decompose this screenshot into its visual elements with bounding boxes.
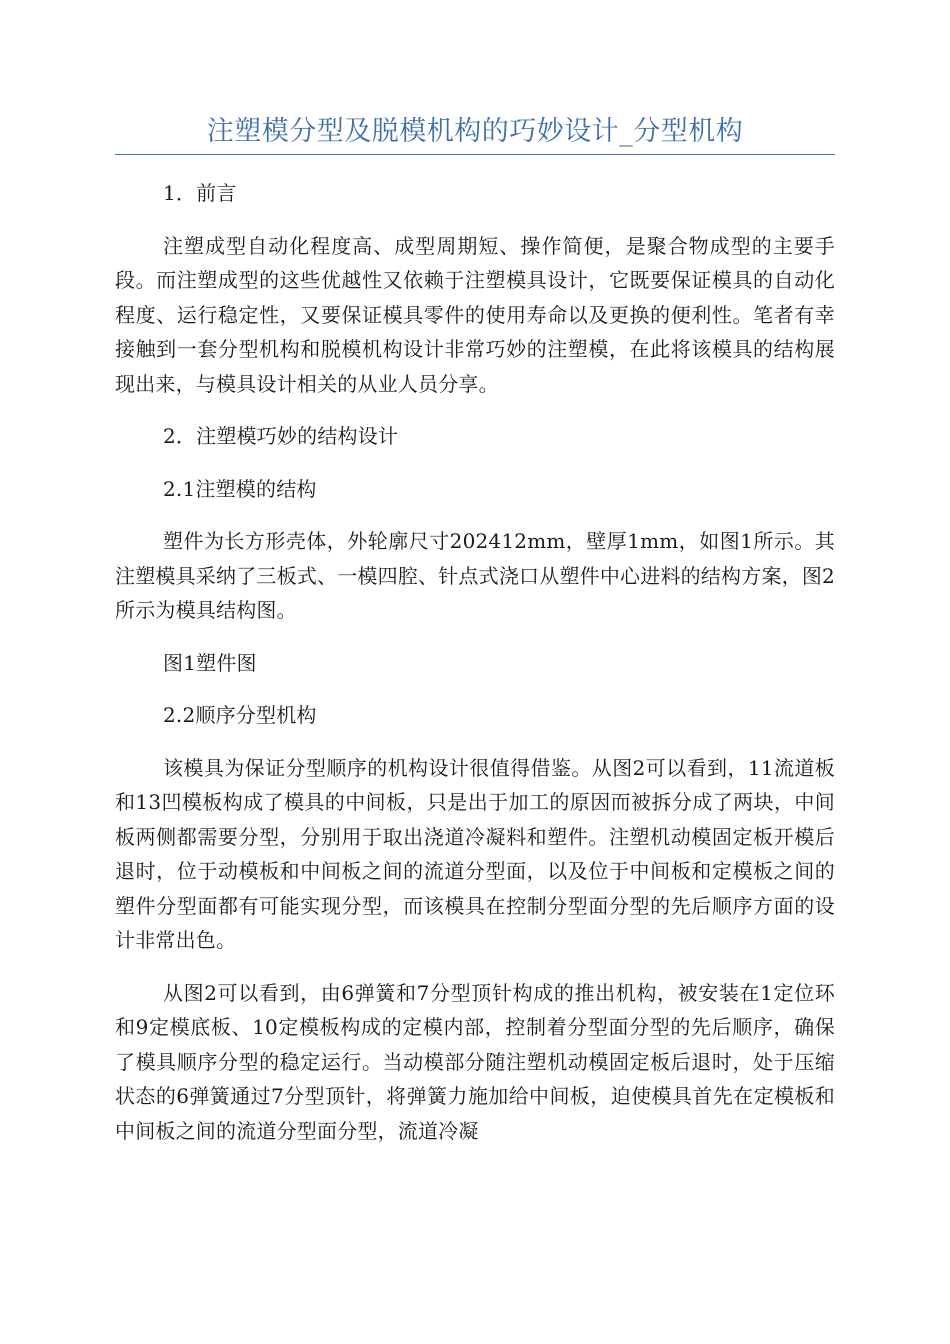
section-heading-structure-design: 2．注塑模巧妙的结构设计 (163, 424, 399, 448)
title-underline (115, 154, 835, 155)
subsection-heading-mold-structure: 2.1注塑模的结构 (163, 476, 317, 501)
paragraph-mold-structure: 塑件为长方形壳体，外轮廓尺寸202412mm，壁厚1mm，如图1所示。其注塑模具采纳了三板式、一模四腔、针点式浇口从塑件中心进料的结构方案，图2所示为模具结构图。 (115, 529, 835, 622)
paragraph-intro: 注塑成型自动化程度高、成型周期短、操作简便，是聚合物成型的主要手段。而注塑成型的这些优越性又依赖于注塑模具设计，它既要保证模具的自动化程度、运行稳定性，又要保证模具零件的使用寿命以及更换的便利性。笔者有幸接触到一套分型机构和脱模机构设计非常巧妙的注塑模，在此将该模具的结构展现出来，与模具设计相关的从业人员分享。 (115, 233, 835, 396)
document-body (115, 176, 835, 1148)
subsection-heading-sequential-parting: 2.2顺序分型机构 (163, 703, 317, 727)
figure-caption-1: 图1塑件图 (163, 650, 257, 675)
paragraph-sequential-parting: 该模具为保证分型顺序的机构设计很值得借鉴。从图2可以看到，11流道板和13凹模板构成了模具的中间板，只是出于加工的原因而被拆分成了两块，中间板两侧都需要分型，分别用于取出浇道冷凝料和塑件。注塑机动模固定板开模后退时，位于动模板和中间板之间的流道分型面，以及位于中间板和定模板之间的塑件分型面都有可能实现分型，而该模具在控制分型面分型的先后顺序方面的设计非常出色。 (115, 755, 835, 952)
paragraph-ejection-mechanism: 从图2可以看到，由6弹簧和7分型顶针构成的推出机构，被安装在1定位环和9定模底板、10定模板构成的定模内部，控制着分型面分型的先后顺序，确保了模具顺序分型的稳定运行。当动模部分随注塑机动模固定板后退时，处于压缩状态的6弹簧通过7分型顶针，将弹簧力施加给中间板，迫使模具首先在定模板和中间板之间的流道分型面分型，流道冷凝 (115, 980, 835, 1143)
document-title: 注塑模分型及脱模机构的巧妙设计_分型机构 (206, 116, 744, 147)
section-heading-intro: 1．前言 (163, 181, 237, 205)
